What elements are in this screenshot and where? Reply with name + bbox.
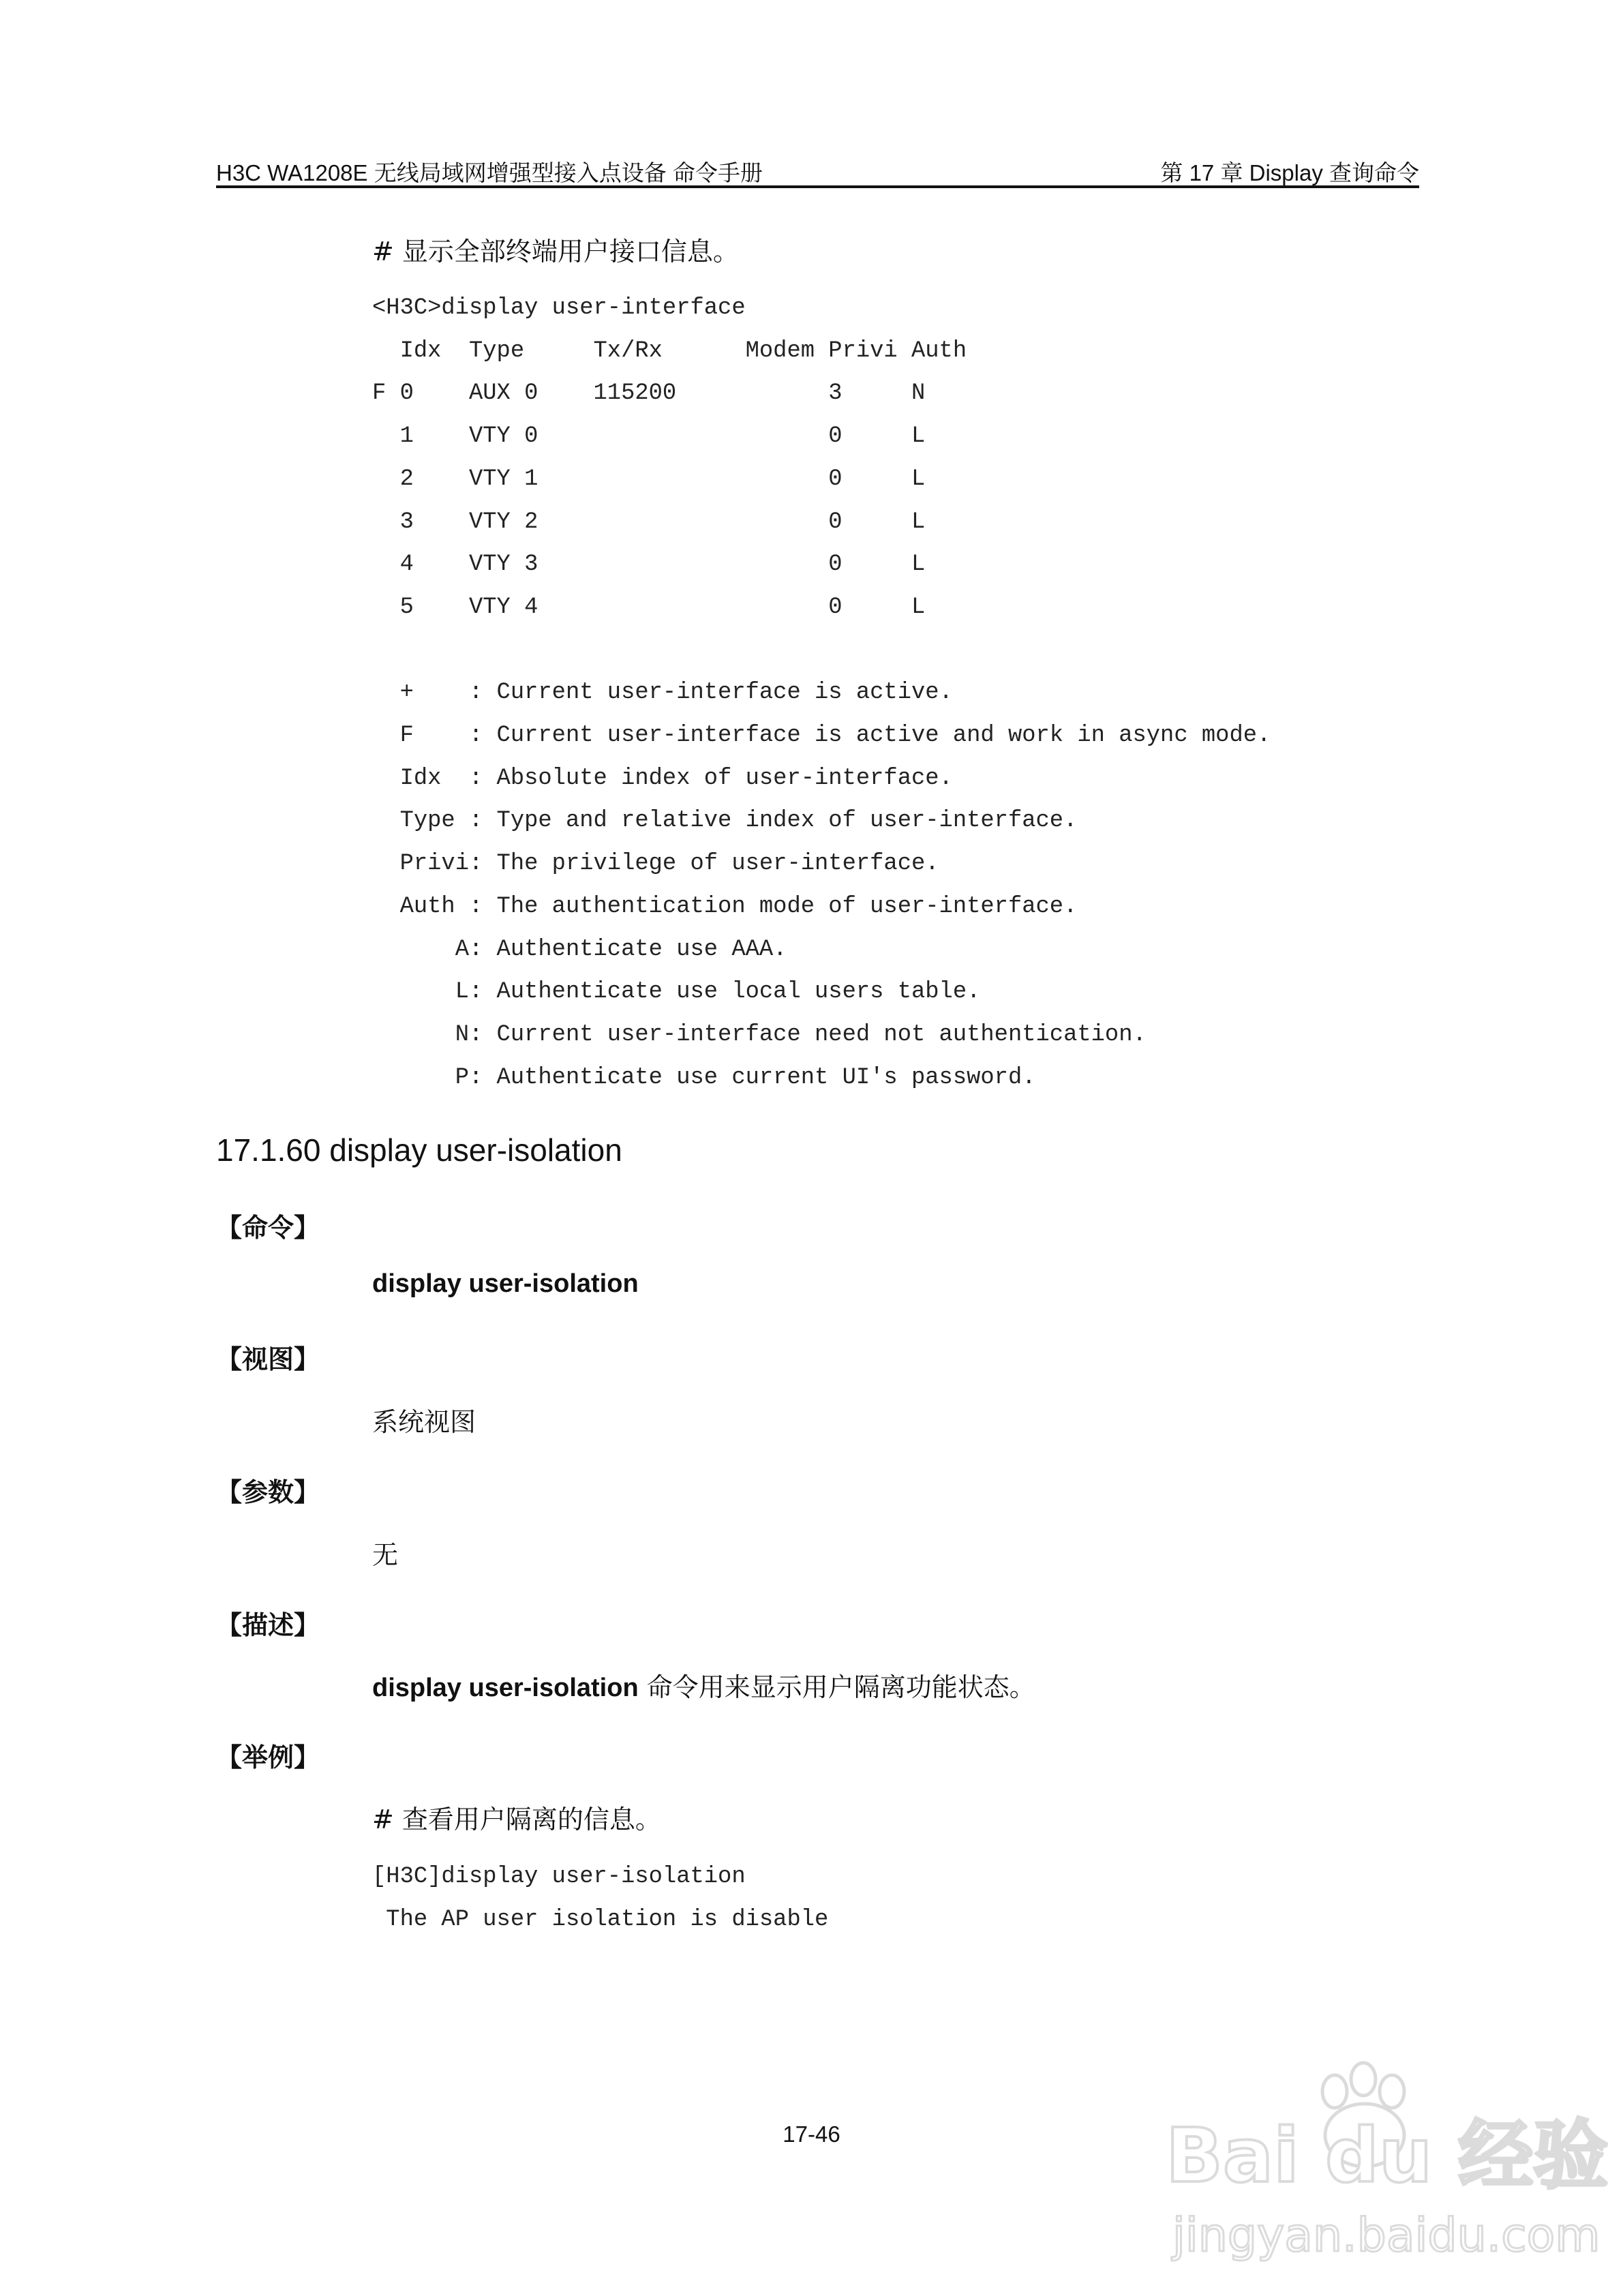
watermark-brand: Bai du 经验 (1166, 2112, 1609, 2199)
baidu-jingyan-watermark (1152, 2052, 1609, 2270)
page-number: 17-46 (783, 2121, 840, 2147)
label-params: 【参数】 (216, 1477, 320, 1507)
description-paragraph (372, 1666, 1035, 1704)
description-command: display user-isolation (372, 1674, 639, 1702)
section-heading: 17.1.60 display user-isolation (216, 1132, 622, 1168)
intro-line: # 显示全部终端用户接口信息。 (372, 237, 739, 267)
command-text: display user-isolation (372, 1269, 639, 1298)
params-text: 无 (372, 1540, 399, 1570)
view-text: 系统视图 (372, 1407, 476, 1437)
label-example: 【举例】 (216, 1742, 320, 1772)
header-chapter: 第 17 章 Display 查询命令 (1160, 160, 1419, 185)
example-intro: # 查看用户隔离的信息。 (372, 1804, 661, 1834)
watermark-url: jingyan.baidu.com (1172, 2209, 1601, 2263)
label-description: 【描述】 (216, 1610, 320, 1640)
page-header (216, 151, 1419, 188)
description-text: 命令用来显示用户隔离功能状态。 (638, 1672, 1035, 1702)
code-block-user-isolation: [H3C]display user-isolation The AP user isolation is disable (372, 1864, 829, 1933)
label-view: 【视图】 (216, 1344, 320, 1374)
code-block-user-interface: <H3C>display user-interface Idx Type Tx/Rx Modem Privi Auth F 0 AUX 0 115200 3 N 1 VTY 0 0 L 2 VTY 1 0 L 3 VTY 2 0 L 4 VTY 3 0 L 5 VTY 4 0 L + : Current user-interface is active. F : Current user-interface is active and work in async mode. Idx : Absolute index of user-interface. Type : Type and relative index of user-interface. Privi: The privilege of user-interface. Auth : The authentication mode of user-interface. A: Authenticate use AAA. L: Authenticate use local users table. N: Current user-interface need not authentication. P: Authenticate use current UI's password. (372, 295, 1271, 1091)
label-command: 【命令】 (216, 1213, 320, 1243)
header-title: H3C WA1208E 无线局域网增强型接入点设备 命令手册 (216, 160, 763, 185)
